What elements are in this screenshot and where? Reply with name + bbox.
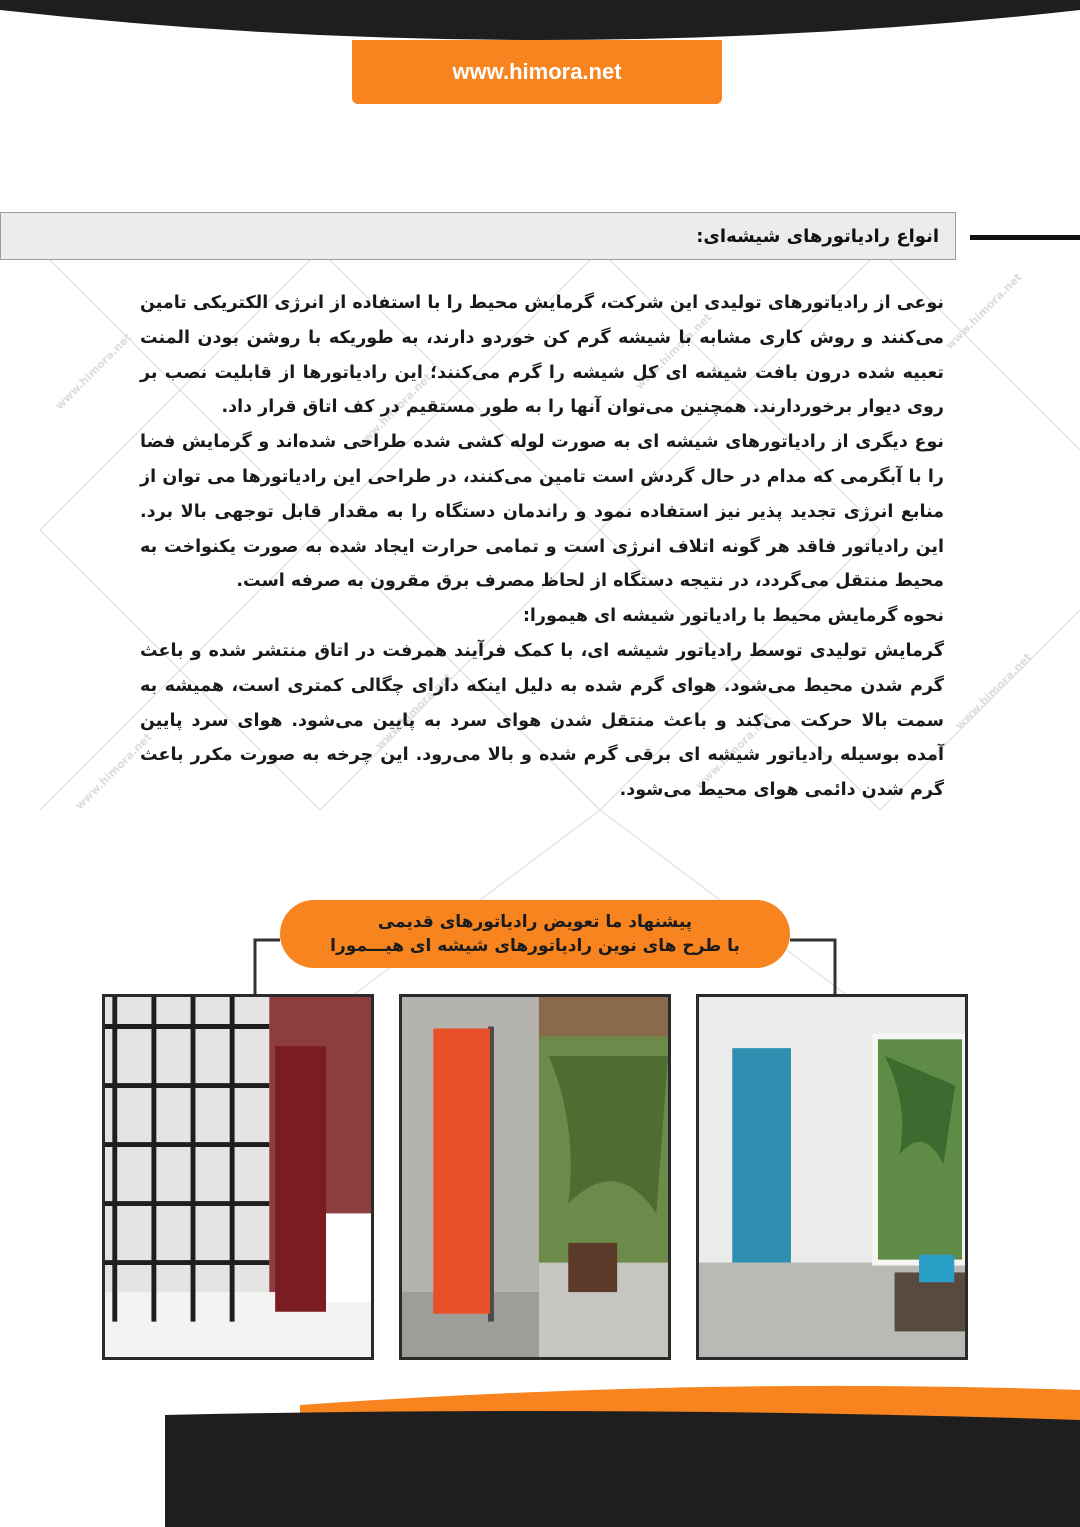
watermark-text: www.himora.net — [632, 310, 715, 393]
watermark-text: www.himora.net — [692, 710, 775, 793]
blue-radiator-photo — [696, 994, 968, 1360]
callout-line-1: پیشنهاد ما تعویض رادیاتورهای قدیمی — [377, 912, 693, 932]
paragraph-electric: نوعی از رادیاتورهای تولیدی این شرکت، گرمایش محیط را با استفاده از انرژی الکتریکی تامین می‌کنند و روش کاری مشابه با شیشه گرم کن خوردو دارند، به طوریکه با روشن بودن المنت تعبیه شده درون بافت شیشه ای کل شیشه را گرم می‌کنند؛ این رادیاتورها از قابلیت نصب بر روی دیوار برخوردارند. همچنین می‌توان آنها را به طور مستقیم در کف اتاق قرار داد. — [140, 293, 944, 418]
watermark-text: www.himora.net — [942, 270, 1025, 353]
radiator-panel — [433, 1028, 490, 1313]
header-decoration — [0, 0, 1080, 40]
section-title-bar — [0, 212, 956, 260]
orange-radiator-photo — [399, 994, 671, 1360]
watermark-text: www.himora.net — [52, 330, 135, 413]
article-body — [140, 286, 944, 808]
watermark-text: www.himora.net — [952, 650, 1035, 733]
subheading-heating-method: نحوه گرمایش محیط با رادیاتور شیشه ای هیمورا: — [522, 606, 944, 627]
red-radiator-photo — [102, 994, 374, 1360]
radiator-panel — [275, 1046, 326, 1312]
title-accent-line — [970, 235, 1080, 240]
paragraph-convection: گرمایش تولیدی توسط رادیاتور شیشه ای، با کمک فرآیند همرفت در اتاق منتشر شده و باعث گرم شدن محیط می‌شود. هوای گرم شده به دلیل اینکه دارای چگالی کمتری است، همیشه به سمت بالا حرکت می‌کند و باعث منتقل شدن هوای سرد به پایین می‌شود. هوای سرد پایین آمده بوسیله رادیاتور شیشه ای برقی گرم شده و بالا می‌رود. این چرخه به صورت مکرر باعث گرم شدن دائمی هوای محیط می‌شود. — [140, 640, 944, 801]
recommendation-callout — [280, 900, 790, 968]
website-url[interactable]: www.himora.net — [452, 59, 622, 84]
section-title: انواع رادیاتورهای شیشه‌ای: — [696, 225, 939, 247]
website-url-tab[interactable] — [352, 40, 722, 104]
watermark-text: www.himora.net — [352, 370, 435, 453]
footer-decoration — [0, 1385, 1080, 1527]
paragraph-hydronic: نوع دیگری از رادیاتورهای شیشه ای به صورت لوله کشی شده طراحی شده‌اند و گرمایش فضا را با آبگرمی که مدام در حال گردش است تامین می‌کنند، در طراحی این رادیاتورها می توان از منابع انرژی تجدید پذیر نیز استفاده نمود و راندمان دستگاه را به مقدار قابل توجهی بالا برد. این رادیاتور فاقد هر گونه اتلاف انرژی است و تمامی حرارت ایجاد شده به صورت یکنواخت به محیط منتقل می‌گردد، در نتیجه دستگاه از لحاظ مصرف برق مقرون به صرفه است. — [140, 432, 944, 592]
callout-line-2: با طرح های نوین رادیاتورهای شیشه ای هیـــمورا — [330, 936, 740, 956]
watermark-text: www.himora.net — [72, 730, 155, 813]
watermark-text: www.himora.net — [372, 670, 455, 753]
radiator-panel — [732, 1048, 791, 1262]
